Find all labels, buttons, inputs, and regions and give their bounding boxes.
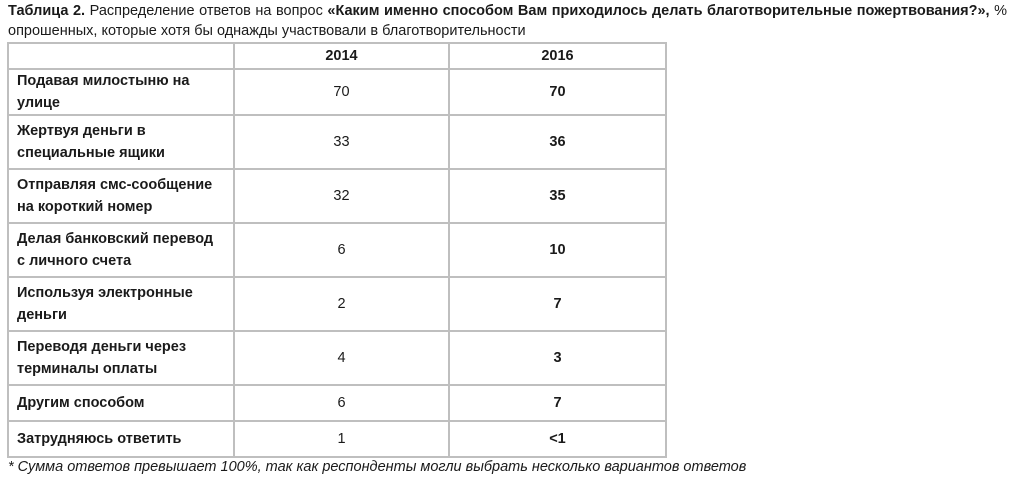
value-2014: 1	[234, 421, 449, 457]
table-row	[8, 69, 666, 115]
table-caption	[8, 1, 1007, 41]
table-number: Таблица 2.	[8, 3, 86, 19]
row-label: Используя электронные деньги	[8, 277, 234, 331]
header-2014: 2014	[234, 43, 449, 69]
value-2016: 3	[449, 331, 666, 385]
value-2014: 32	[234, 169, 449, 223]
row-label: Затрудняюсь ответить	[8, 421, 234, 457]
row-label: Другим способом	[8, 385, 234, 421]
caption-question: «Каким именно способом Вам приходилось делать благотворительные пожертвования?»,	[327, 3, 990, 19]
row-label: Переводя деньги через терминалы оплаты	[8, 331, 234, 385]
table-row	[8, 277, 666, 331]
value-2014: 70	[234, 69, 449, 115]
table-row	[8, 169, 666, 223]
row-label: Отправляя смс-сообщение на короткий номер	[8, 169, 234, 223]
footnote: * Сумма ответов превышает 100%, так как респонденты могли выбрать несколько вариантов ответов	[8, 459, 747, 475]
table-row	[8, 421, 666, 457]
value-2016: 7	[449, 385, 666, 421]
header-2016: 2016	[449, 43, 666, 69]
table-row	[8, 115, 666, 169]
caption-intro: Распределение ответов на вопрос	[85, 3, 328, 19]
table-row	[8, 331, 666, 385]
header-label	[8, 43, 234, 69]
row-label: Делая банковский перевод с личного счета	[8, 223, 234, 277]
value-2016: <1	[449, 421, 666, 457]
value-2016: 70	[449, 69, 666, 115]
table-row	[8, 223, 666, 277]
value-2014: 6	[234, 223, 449, 277]
row-label: Подавая милостыню на улице	[8, 69, 234, 115]
value-2014: 6	[234, 385, 449, 421]
value-2016: 35	[449, 169, 666, 223]
caption-note: % опрошенных, которые хотя бы однажды участвовали в благотворительности	[8, 3, 1008, 39]
value-2014: 2	[234, 277, 449, 331]
value-2016: 7	[449, 277, 666, 331]
value-2014: 33	[234, 115, 449, 169]
value-2016: 36	[449, 115, 666, 169]
value-2014: 4	[234, 331, 449, 385]
donations-table	[7, 42, 667, 458]
header-row	[8, 43, 666, 69]
table-row	[8, 385, 666, 421]
row-label: Жертвуя деньги в специальные ящики	[8, 115, 234, 169]
value-2016: 10	[449, 223, 666, 277]
